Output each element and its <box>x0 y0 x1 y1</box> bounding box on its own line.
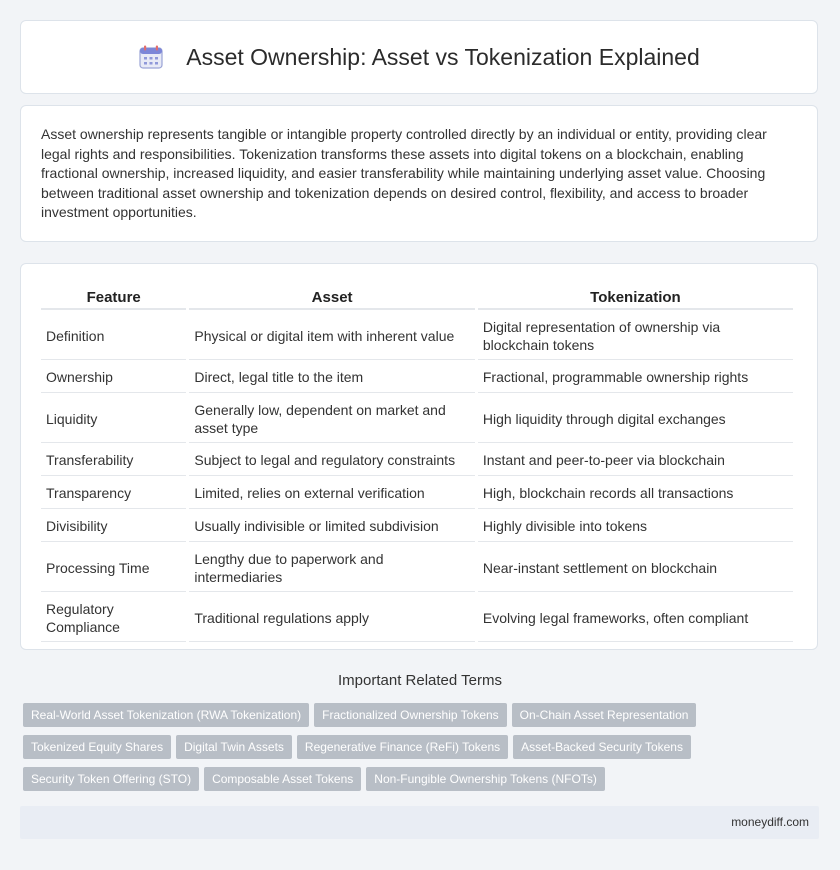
header-feature: Feature <box>41 284 186 310</box>
related-term-tag[interactable]: On-Chain Asset Representation <box>512 703 697 727</box>
page-header <box>20 20 818 94</box>
table-row <box>41 395 793 443</box>
table-row <box>41 312 793 360</box>
row-asset: Traditional regulations apply <box>189 594 475 642</box>
row-feature: Liquidity <box>41 395 186 443</box>
header-asset: Asset <box>189 284 475 310</box>
footer-site-link[interactable]: moneydiff.com <box>731 815 809 829</box>
intro-section <box>20 105 818 242</box>
row-tokenization: High liquidity through digital exchanges <box>478 395 793 443</box>
table-row <box>41 511 793 542</box>
related-term-tag[interactable]: Regenerative Finance (ReFi) Tokens <box>297 735 508 759</box>
related-terms-title: Important Related Terms <box>338 672 502 689</box>
related-term-tag[interactable]: Composable Asset Tokens <box>204 767 361 791</box>
row-feature: Definition <box>41 312 186 360</box>
related-term-tag[interactable]: Security Token Offering (STO) <box>23 767 199 791</box>
page-footer <box>20 806 819 839</box>
row-asset: Limited, relies on external verification <box>189 478 475 509</box>
row-feature: Transparency <box>41 478 186 509</box>
row-asset: Generally low, dependent on market and asset type <box>189 395 475 443</box>
related-terms-tags <box>23 703 803 799</box>
row-feature: Regulatory Compliance <box>41 594 186 642</box>
row-asset: Physical or digital item with inherent value <box>189 312 475 360</box>
related-term-tag[interactable]: Asset-Backed Security Tokens <box>513 735 691 759</box>
row-feature: Divisibility <box>41 511 186 542</box>
row-asset: Direct, legal title to the item <box>189 362 475 393</box>
row-tokenization: Evolving legal frameworks, often compliant <box>478 594 793 642</box>
related-term-tag[interactable]: Non-Fungible Ownership Tokens (NFOTs) <box>366 767 605 791</box>
comparison-table <box>38 282 796 644</box>
page-title: Asset Ownership: Asset vs Tokenization Explained <box>186 43 700 70</box>
row-tokenization: Near-instant settlement on blockchain <box>478 544 793 592</box>
intro-text: Asset ownership represents tangible or intangible property controlled directly by an individual or entity, providing clear legal rights and responsibilities. Tokenization transforms these assets into digital tokens on a blockchain, enabling fractional ownership, increased liquidity, and easier transferability while maintaining underlying asset value. Choosing between traditional asset ownership and tokenization depends on desired control, flexibility, and access to broader investment opportunities. <box>41 126 767 221</box>
row-feature: Processing Time <box>41 544 186 592</box>
table-header-row <box>41 284 793 310</box>
table-row <box>41 478 793 509</box>
calendar-icon <box>138 44 164 70</box>
header-tokenization: Tokenization <box>478 284 793 310</box>
table-row <box>41 544 793 592</box>
row-feature: Transferability <box>41 445 186 476</box>
row-tokenization: High, blockchain records all transactions <box>478 478 793 509</box>
related-term-tag[interactable]: Tokenized Equity Shares <box>23 735 171 759</box>
row-asset: Usually indivisible or limited subdivision <box>189 511 475 542</box>
comparison-section <box>20 263 818 650</box>
table-row <box>41 594 793 642</box>
row-feature: Ownership <box>41 362 186 393</box>
related-term-tag[interactable]: Digital Twin Assets <box>176 735 292 759</box>
table-row <box>41 445 793 476</box>
table-row <box>41 362 793 393</box>
row-asset: Lengthy due to paperwork and intermediaries <box>189 544 475 592</box>
row-tokenization: Highly divisible into tokens <box>478 511 793 542</box>
related-term-tag[interactable]: Real-World Asset Tokenization (RWA Tokenization) <box>23 703 309 727</box>
row-tokenization: Instant and peer-to-peer via blockchain <box>478 445 793 476</box>
related-term-tag[interactable]: Fractionalized Ownership Tokens <box>314 703 507 727</box>
row-tokenization: Digital representation of ownership via blockchain tokens <box>478 312 793 360</box>
row-asset: Subject to legal and regulatory constraints <box>189 445 475 476</box>
row-tokenization: Fractional, programmable ownership rights <box>478 362 793 393</box>
